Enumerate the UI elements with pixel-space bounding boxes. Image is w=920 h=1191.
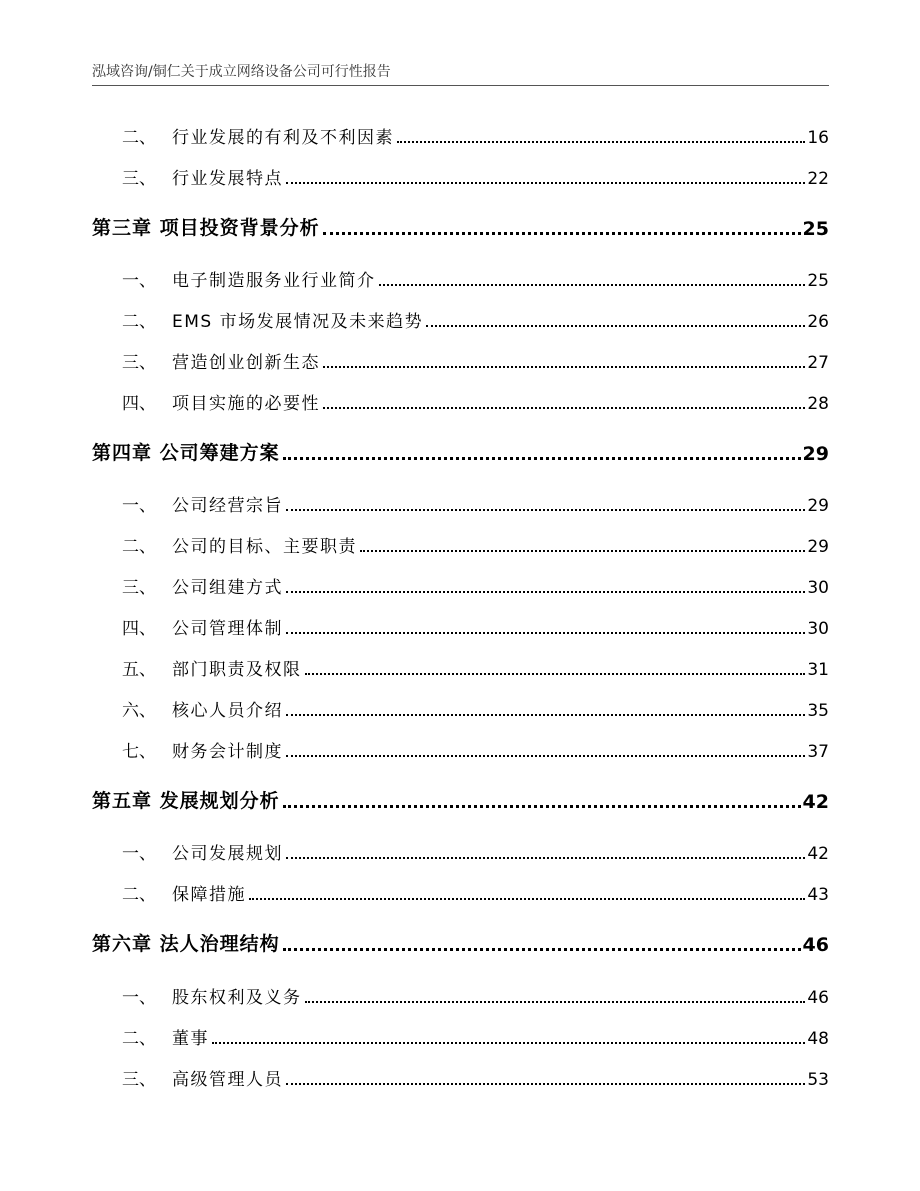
toc-section-title: 项目实施的必要性	[172, 394, 320, 414]
toc-section-index: 一、	[122, 988, 156, 1008]
toc-page-number: 28	[807, 394, 829, 414]
toc-section-title: 高级管理人员	[172, 1070, 283, 1090]
toc-page-number: 22	[807, 169, 829, 189]
toc-dot-leader	[379, 284, 806, 286]
toc-chapter-entry[interactable]	[92, 435, 829, 465]
toc-page-number: 48	[807, 1029, 829, 1049]
toc-dot-leader	[397, 141, 805, 143]
toc-section-entry[interactable]	[92, 691, 829, 721]
toc-section-index: 五、	[122, 660, 156, 680]
header-title: 泓域咨询/铜仁关于成立网络设备公司可行性报告	[92, 64, 391, 80]
toc-section-entry[interactable]	[92, 1060, 829, 1090]
toc-dot-leader	[286, 182, 805, 184]
toc-page-number: 29	[802, 443, 829, 465]
toc-section-index: 三、	[122, 169, 156, 189]
toc-page-number: 35	[807, 701, 829, 721]
toc-section-index: 二、	[122, 885, 156, 905]
toc-page-number: 53	[807, 1070, 829, 1090]
toc-section-index: 一、	[122, 844, 156, 864]
toc-dot-leader	[360, 550, 805, 552]
toc-page-number: 37	[807, 742, 829, 762]
toc-page-number: 25	[802, 218, 829, 240]
toc-page-number: 46	[807, 988, 829, 1008]
toc-section-title: 保障措施	[172, 885, 246, 905]
toc-section-index: 四、	[122, 394, 156, 414]
toc-dot-leader	[286, 755, 805, 757]
toc-section-entry[interactable]	[92, 875, 829, 905]
toc-chapter-title: 第五章 发展规划分析	[92, 790, 280, 812]
toc-dot-leader	[283, 457, 801, 460]
toc-section-title: 公司管理体制	[172, 619, 283, 639]
toc-page-number: 25	[807, 271, 829, 291]
toc-section-entry[interactable]	[92, 118, 829, 148]
toc-page-number: 27	[807, 353, 829, 373]
toc-section-title: 电子制造服务业行业简介	[172, 271, 376, 291]
toc-section-entry[interactable]	[92, 834, 829, 864]
toc-section-index: 二、	[122, 537, 156, 557]
toc-dot-leader	[305, 673, 806, 675]
toc-section-index: 二、	[122, 128, 156, 148]
toc-section-title: 公司组建方式	[172, 578, 283, 598]
toc-section-index: 三、	[122, 353, 156, 373]
toc-dot-leader	[286, 632, 805, 634]
toc-page-number: 42	[807, 844, 829, 864]
toc-section-entry[interactable]	[92, 343, 829, 373]
toc-section-title: 公司发展规划	[172, 844, 283, 864]
toc-page-number: 26	[807, 312, 829, 332]
toc-page-number: 30	[807, 578, 829, 598]
toc-dot-leader	[305, 1001, 806, 1003]
toc-section-title: 股东权利及义务	[172, 988, 302, 1008]
toc-section-title: 公司的目标、主要职责	[172, 537, 357, 557]
toc-chapter-title: 第三章 项目投资背景分析	[92, 217, 320, 239]
toc-dot-leader	[286, 1083, 805, 1085]
toc-section-entry[interactable]	[92, 732, 829, 762]
toc-section-index: 一、	[122, 271, 156, 291]
toc-section-entry[interactable]	[92, 159, 829, 189]
toc-section-index: 三、	[122, 578, 156, 598]
toc-dot-leader	[323, 232, 801, 235]
toc-section-entry[interactable]	[92, 568, 829, 598]
toc-dot-leader	[286, 714, 805, 716]
toc-section-entry[interactable]	[92, 527, 829, 557]
toc-section-entry[interactable]	[92, 302, 829, 332]
toc-section-index: 二、	[122, 1029, 156, 1049]
toc-section-title: 部门职责及权限	[172, 660, 302, 680]
toc-page-number: 46	[802, 934, 829, 956]
toc-section-title: 核心人员介绍	[172, 701, 283, 721]
toc-section-title: EMS 市场发展情况及未来趋势	[172, 312, 424, 332]
toc-page-number: 29	[807, 537, 829, 557]
header-divider	[92, 85, 829, 86]
toc-section-entry[interactable]	[92, 384, 829, 414]
toc-dot-leader	[286, 509, 805, 511]
toc-section-entry[interactable]	[92, 486, 829, 516]
toc-dot-leader	[283, 948, 801, 951]
toc-chapter-title: 第四章 公司筹建方案	[92, 442, 280, 464]
toc-section-entry[interactable]	[92, 1019, 829, 1049]
toc-section-index: 六、	[122, 701, 156, 721]
toc-section-entry[interactable]	[92, 609, 829, 639]
toc-page-number: 30	[807, 619, 829, 639]
toc-section-title: 行业发展特点	[172, 169, 283, 189]
toc-dot-leader	[426, 325, 805, 327]
toc-section-entry[interactable]	[92, 261, 829, 291]
toc-chapter-entry[interactable]	[92, 926, 829, 956]
toc-dot-leader	[286, 591, 805, 593]
toc-chapter-title: 第六章 法人治理结构	[92, 933, 280, 955]
toc-chapter-entry[interactable]	[92, 210, 829, 240]
toc-dot-leader	[283, 805, 801, 808]
toc-section-index: 三、	[122, 1070, 156, 1090]
toc-page-number: 42	[802, 791, 829, 813]
toc-dot-leader	[212, 1042, 805, 1044]
toc-page-number: 29	[807, 496, 829, 516]
toc-page-number: 43	[807, 885, 829, 905]
toc-chapter-entry[interactable]	[92, 783, 829, 813]
toc-section-index: 二、	[122, 312, 156, 332]
toc-section-title: 行业发展的有利及不利因素	[172, 128, 394, 148]
toc-section-index: 四、	[122, 619, 156, 639]
toc-section-title: 董事	[172, 1029, 209, 1049]
toc-dot-leader	[286, 857, 805, 859]
toc-section-title: 公司经营宗旨	[172, 496, 283, 516]
toc-page-number: 16	[807, 128, 829, 148]
toc-section-entry[interactable]	[92, 978, 829, 1008]
toc-section-title: 财务会计制度	[172, 742, 283, 762]
toc-section-index: 一、	[122, 496, 156, 516]
toc-page-number: 31	[807, 660, 829, 680]
toc-section-entry[interactable]	[92, 650, 829, 680]
toc-section-index: 七、	[122, 742, 156, 762]
toc-dot-leader	[323, 407, 805, 409]
toc-dot-leader	[323, 366, 805, 368]
toc-section-title: 营造创业创新生态	[172, 353, 320, 373]
toc-dot-leader	[249, 898, 805, 900]
